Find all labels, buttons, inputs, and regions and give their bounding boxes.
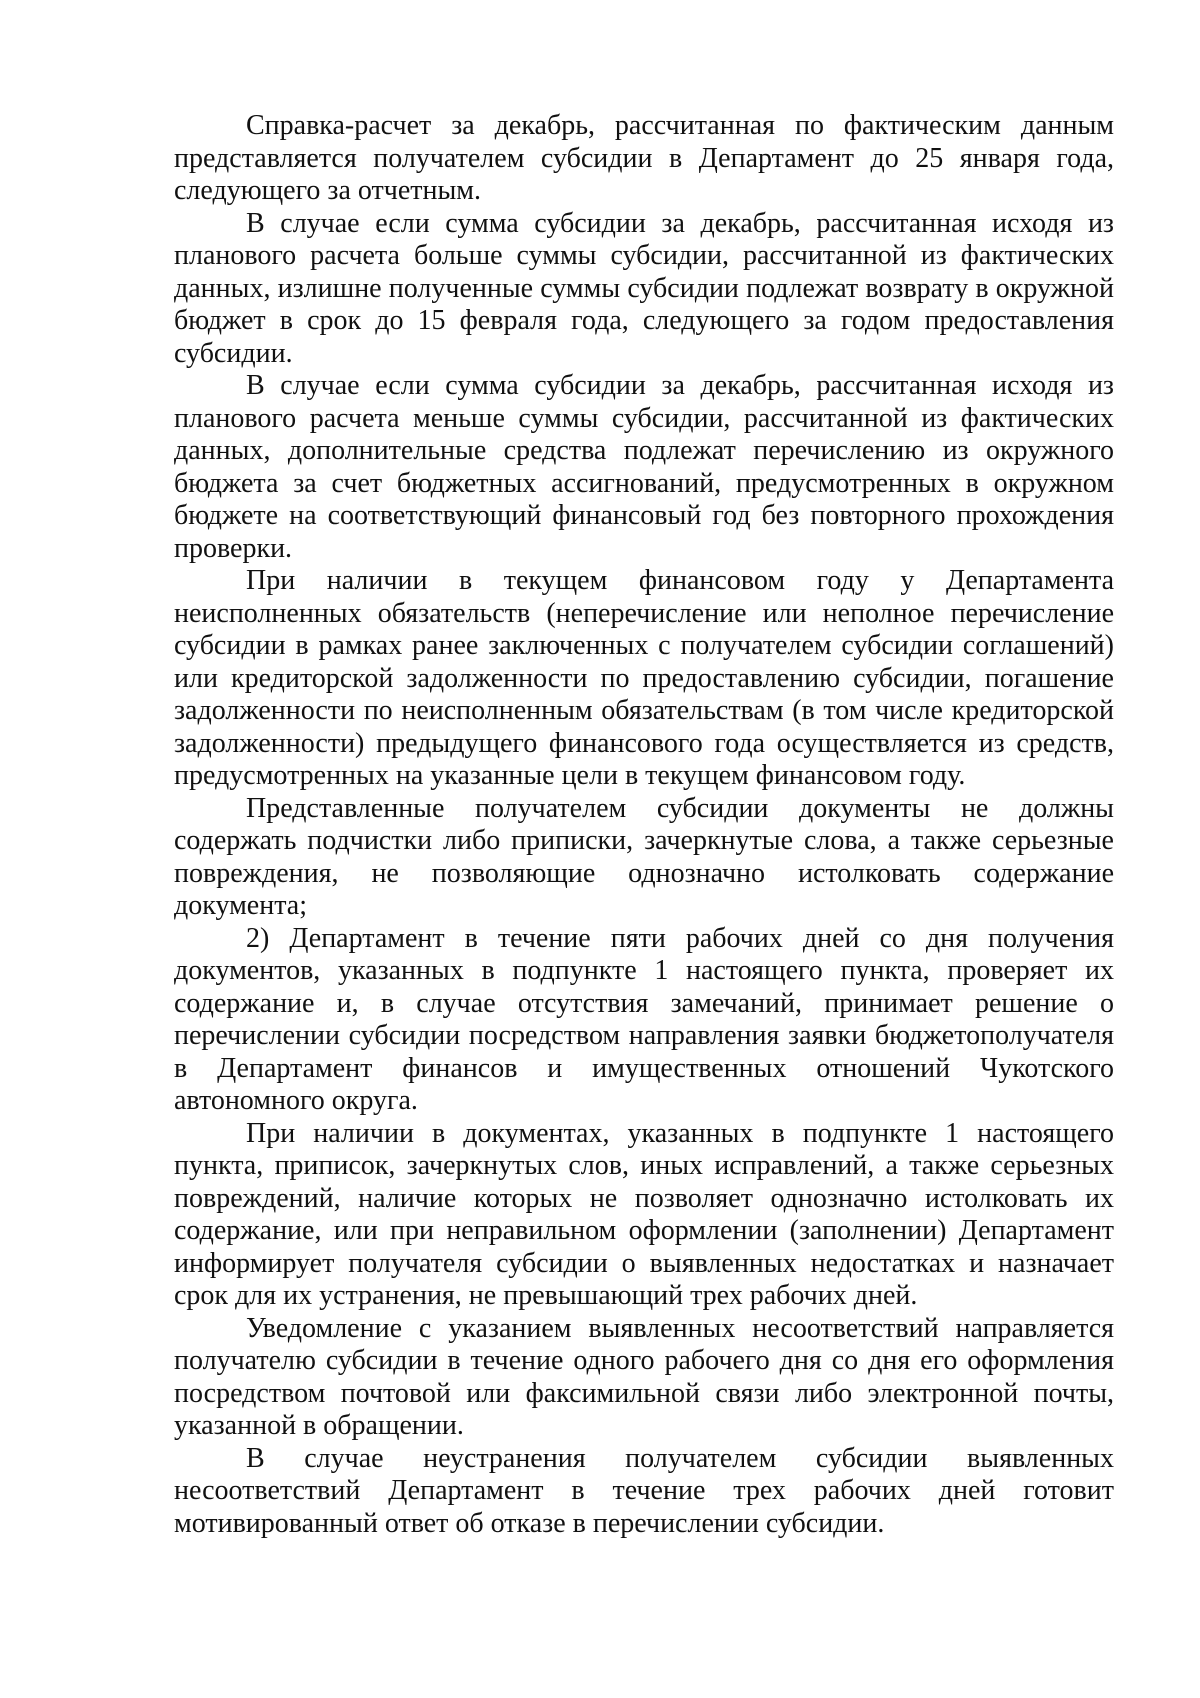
- document-body: [174, 110, 1114, 1540]
- paragraph-item-2-review: 2) Департамент в течение пяти рабочих дней со дня получения документов, указанных в подпункте 1 настоящего пункта, проверяет их содержание и, в случае отсутствия замечаний, принимает решение о перечислении субсидии посредством направления заявки бюджетополучателя в Департамент финансов и имущественных отношений Чукотского автономного округа.: [174, 922, 1114, 1116]
- paragraph-document-requirements: Представленные получателем субсидии документы не должны содержать подчистки либо приписки, зачеркнутые слова, а также серьезные повреждения, не позволяющие однозначно истолковать содержание документа;: [174, 792, 1114, 921]
- paragraph-unfulfilled-obligations: При наличии в текущем финансовом году у Департамента неисполненных обязательств (неперечисление или неполное перечисление субсидии в рамках ранее заключенных с получателем субсидии соглашений) или кредиторской задолженности по предоставлению субсидии, погашение задолженности по неисполненным обязательствам (в том числе кредиторской задолженности) предыдущего финансового года осуществляется из средств, предусмотренных на указанные цели в текущем финансовом году.: [174, 565, 1114, 791]
- paragraph-overpayment-return: В случае если сумма субсидии за декабрь, рассчитанная исходя из планового расчета больше суммы субсидии, рассчитанной из фактических данных, излишне полученные суммы субсидии подлежат возврату в окружной бюджет в срок до 15 февраля года, следующего за годом предоставления субсидии.: [174, 207, 1114, 369]
- paragraph-notification: Уведомление с указанием выявленных несоответствий направляется получателю субсидии в течение одного рабочего дня со дня его оформления посредством почтовой или факсимильной связи либо электронной почты, указанной в обращении.: [174, 1312, 1114, 1441]
- paragraph-deficiencies: При наличии в документах, указанных в подпункте 1 настоящего пункта, приписок, зачеркнутых слов, иных исправлений, а также серьезных повреждений, наличие которых не позволяет однозначно истолковать их содержание, или при неправильном оформлении (заполнении) Департамент информирует получателя субсидии о выявленных недостатках и назначает срок для их устранения, не превышающий трех рабочих дней.: [174, 1117, 1114, 1311]
- paragraph-refusal: В случае неустранения получателем субсидии выявленных несоответствий Департамент в течение трех рабочих дней готовит мотивированный ответ об отказе в перечислении субсидии.: [174, 1442, 1114, 1539]
- paragraph-additional-funds: В случае если сумма субсидии за декабрь, рассчитанная исходя из планового расчета меньше суммы субсидии, рассчитанной из фактических данных, дополнительные средства подлежат перечислению из окружного бюджета за счет бюджетных ассигнований, предусмотренных в окружном бюджете на соответствующий финансовый год без повторного прохождения проверки.: [174, 370, 1114, 564]
- paragraph-december-statement: Справка-расчет за декабрь, рассчитанная по фактическим данным представляется получателем субсидии в Департамент до 25 января года, следующего за отчетным.: [174, 110, 1114, 206]
